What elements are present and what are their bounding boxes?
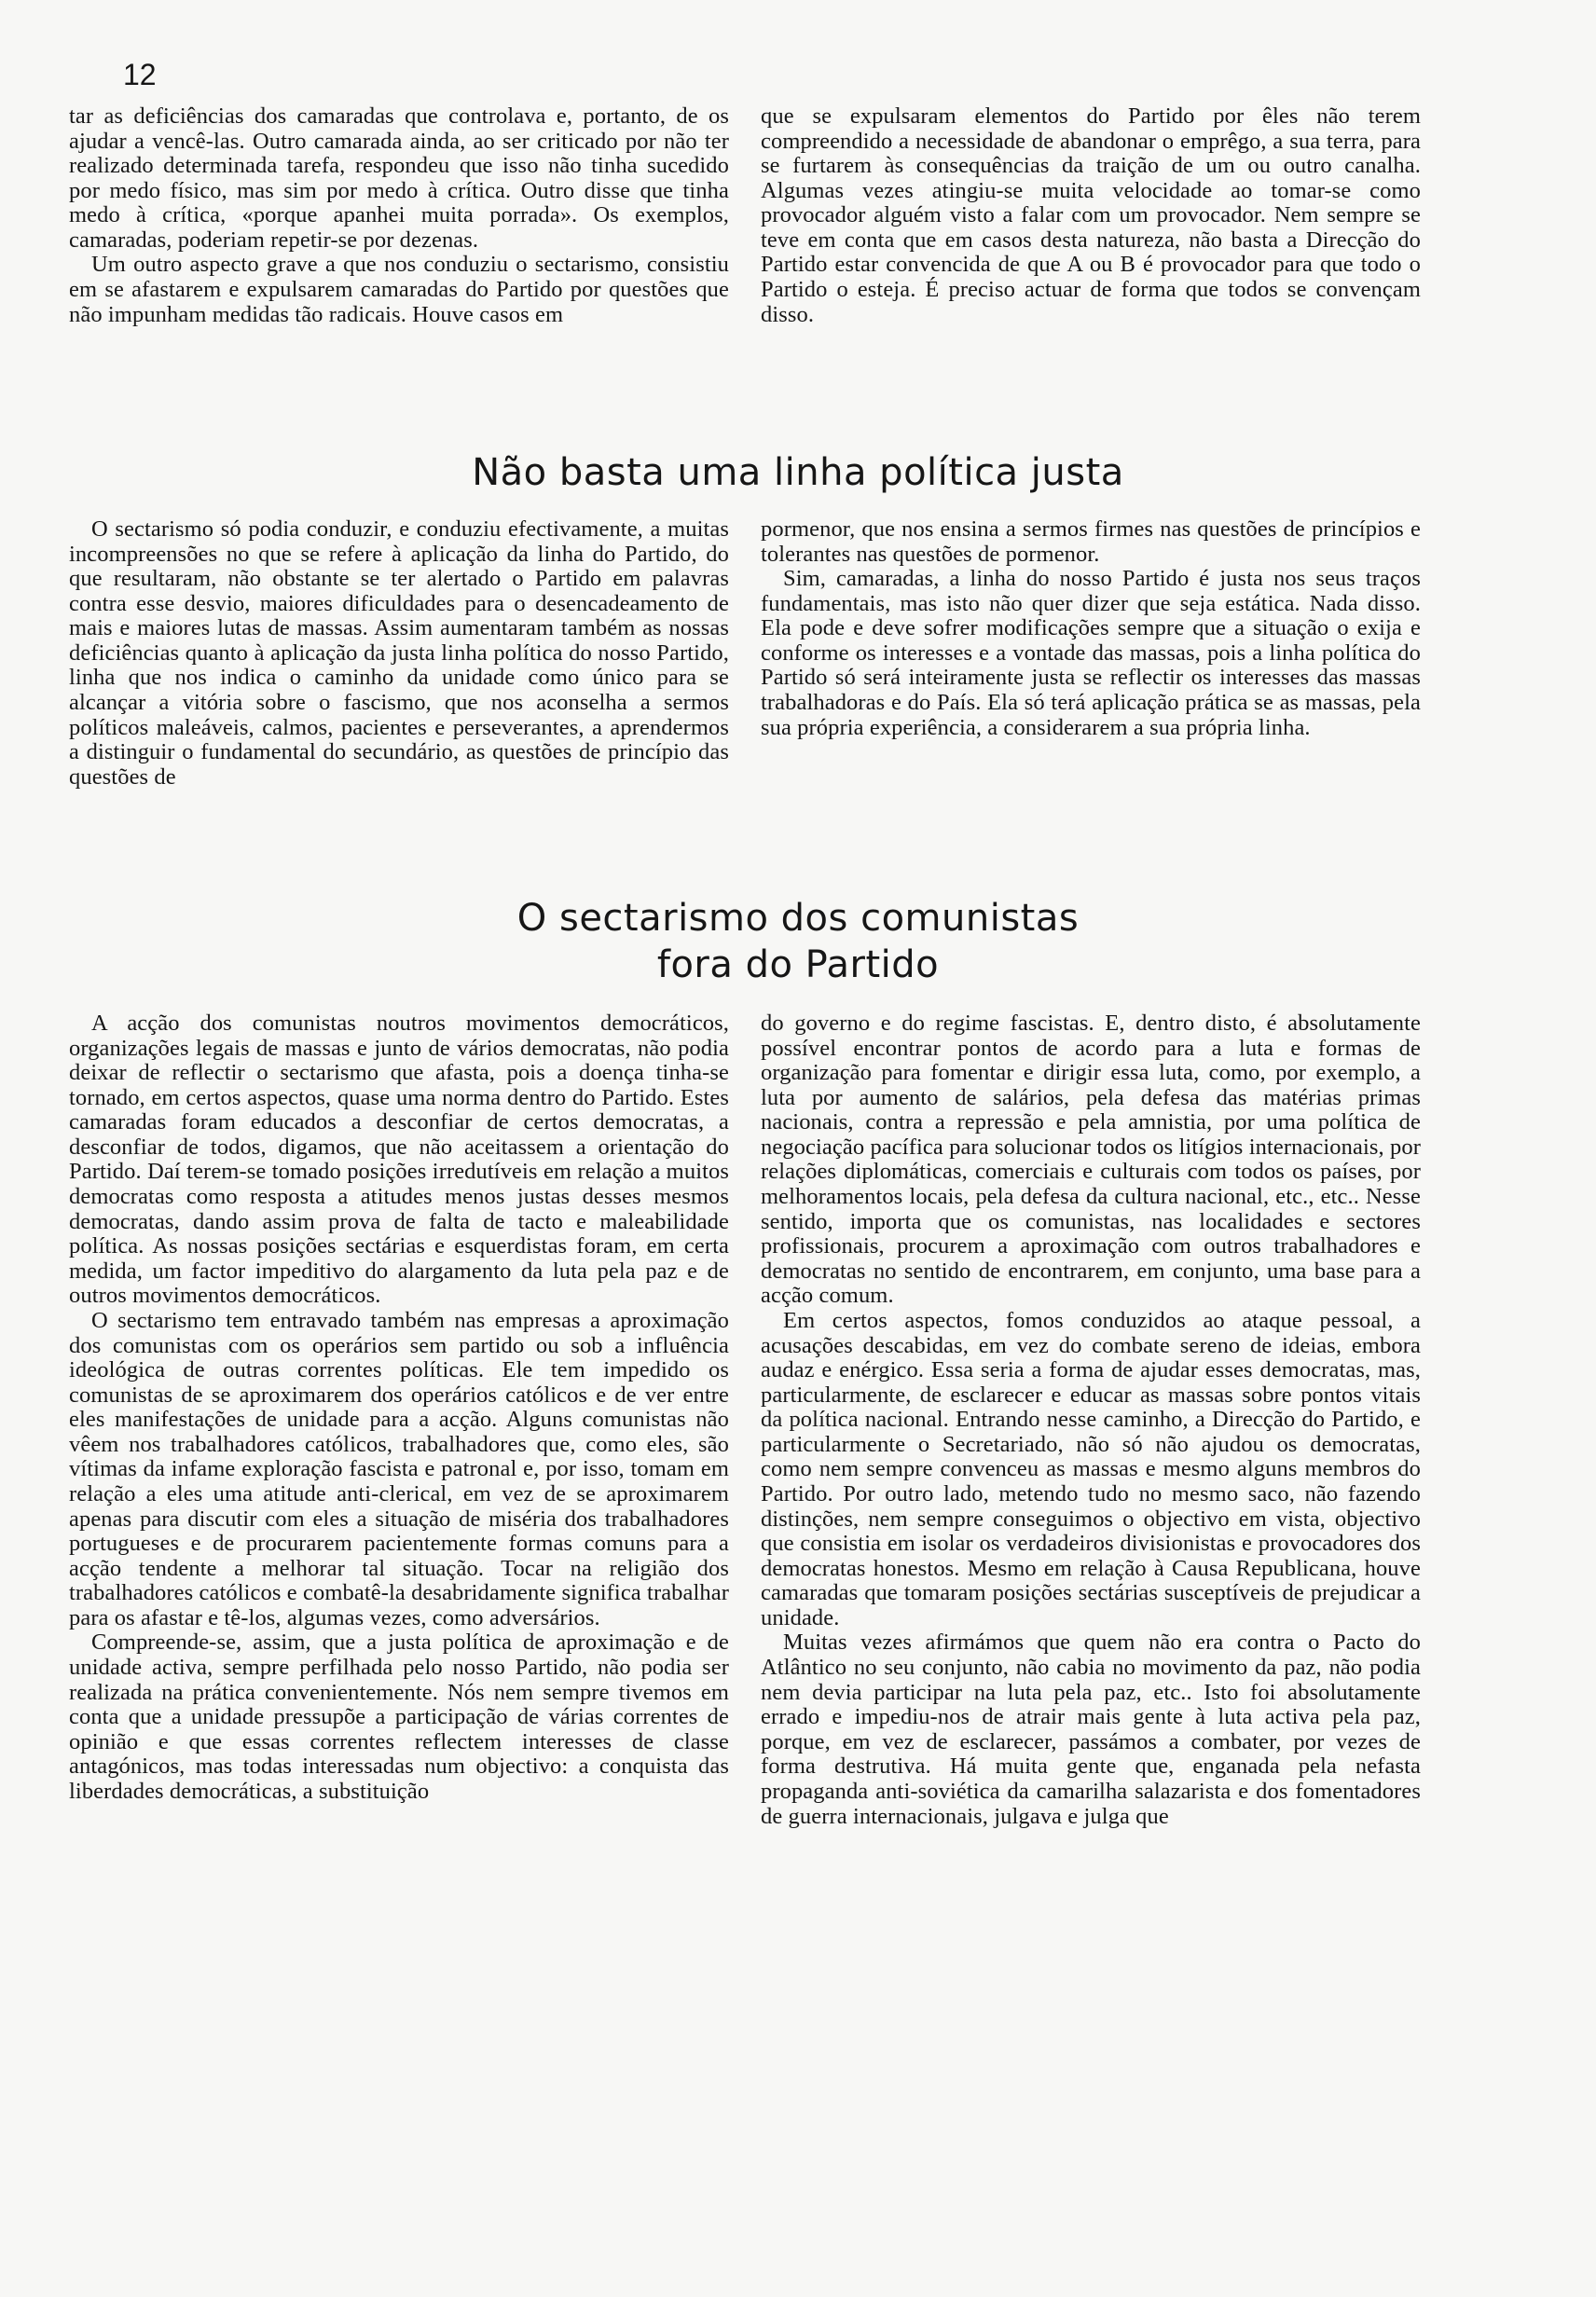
section-heading: [56, 895, 1540, 988]
paragraph: Compreende-se, assim, que a justa política de aproximação e de unidade activa, sempre perfilhada pelo nosso Partido, não podia ser realizada na prática convenientemente. Nós nem sempre tivemos em conta que a unidade pressupõe a participação de várias correntes de opinião e que essas correntes reflectem interesses de classe antagónicos, mas todas interessadas num objectivo: a conquista das liberdades democráticas, a substituição: [69, 1630, 729, 1804]
paragraph: O sectarismo tem entravado também nas empresas a aproximação dos comunistas com os operários sem partido ou sob a influência ideológica de outras correntes políticas. Ele tem impedido os comunistas de se aproximarem dos operários católicos e de ver entre eles manifestações de unidade para a acção. Alguns comunistas não vêem nos trabalhadores católicos, trabalhadores que, como eles, são vítimas da infame exploração fascista e patronal e, por isso, tomam em relação a eles uma atitude anti-clerical, em vez de se aproximarem apenas para discutir com eles a situação de miséria dos trabalhadores portugueses e de procurarem pacientemente formas comuns para a acção tendente a melhorar tal situação. Tocar na religião dos trabalhadores católicos e combatê-la desabridamente significa trabalhar para os afastar e tê-los, algumas vezes, como adversários.: [69, 1307, 729, 1630]
section2-body: [69, 1011, 1421, 1829]
section-title-line-2: fora do Partido: [656, 943, 940, 986]
paragraph: Em certos aspectos, fomos conduzidos ao ataque pessoal, a acusações descabidas, em vez do combate sereno de ideias, embora audaz e enérgico. Essa seria a forma de ajudar esses democratas, mas, particularmente, de esclarecer e educar as massas sobre pontos vitais da política nacional. Entrando nesse caminho, a Direcção do Partido, e particularmente o Secretariado, não só não ajudou os democratas, como nem sempre convenceu as massas e mesmo alguns membros do Partido. Por outro lado, metendo tudo no mesmo saco, não fazendo distinções, nem sempre conseguimos o objectivo em vista, objectivo que consistia em isolar os verdadeiros divisionistas e provocadores dos democratas honestos. Mesmo em relação à Causa Republicana, houve camaradas que tomaram posições sectárias susceptíveis de prejudicar a unidade.: [761, 1307, 1421, 1630]
intro-block: [69, 104, 1421, 327]
intro-left-column: [69, 104, 729, 327]
section1-body: [69, 517, 1421, 790]
section-title: Não basta uma linha política justa: [472, 451, 1124, 494]
paragraph: A acção dos comunistas noutros movimentos democráticos, organizações legais de massas e junto de vários democratas, não podia deixar de reflectir o sectarismo que afasta, pois a doença tinha-se tornado, em certos aspectos, quase uma norma dentro do Partido. Estes camaradas foram educados a desconfiar de certos democratas, a desconfiar de todos, digamos, que não aceitassem a orientação do Partido. Daí terem-se tomado posições irredutíveis em relação a muitos democratas como resposta a atitudes menos justas desses mesmos democratas, dando assim prova de falta de tacto e maleabilidade política. As nossas posições sectárias e esquerdistas foram, em certa medida, um factor impeditivo do alargamento da luta pela paz e de outros movimentos democráticos.: [69, 1011, 729, 1309]
section2-left-column: [69, 1011, 729, 1829]
paragraph: tar as deficiências dos camaradas que controlava e, portanto, de os ajudar a vencê-las. Outro camarada ainda, ao ser criticado por não ter realizado determinada tarefa, respondeu que isso não tinha sucedido por medo físico, mas sim por medo à crítica. Outro disse que tinha medo à crítica, «porque apanhei muita porrada». Os exemplos, camaradas, poderiam repetir-se por dezenas.: [69, 103, 729, 253]
paragraph: pormenor, que nos ensina a sermos firmes nas questões de princípios e tolerantes nas questões de pormenor.: [761, 516, 1421, 567]
paragraph: que se expulsaram elementos do Partido por êles não terem compreendido a necessidade de abandonar o emprêgo, a sua terra, para se furtarem às consequências da traição de um ou outro canalha. Algumas vezes atingiu-se muita velocidade ao tomar-se como provocador alguém visto a falar com um provocador. Nem sempre se teve em conta que em casos desta natureza, não basta a Direcção do Partido estar convencida de que A ou B é provocador para que todo o Partido o esteja. É preciso actuar de forma que todos se convençam disso.: [761, 103, 1421, 327]
section1-right-column: [761, 517, 1421, 790]
intro-right-column: [761, 104, 1421, 327]
paragraph: do governo e do regime fascistas. E, dentro disto, é absolutamente possível encontrar pontos de acordo para a luta e formas de organização para fomentar e dirigir essa luta, como, por exemplo, a luta por aumento de salários, pela defesa das matérias primas nacionais, contra a repressão e pela amnistia, por uma política de negociação pacífica para solucionar todos os litígios internacionais, por relações diplomáticas, comerciais e culturais com todos os países, por melhoramentos locais, pela defesa da cultura nacional, etc., etc.. Nesse sentido, importa que os comunistas, nas localidades e sectores profissionais, procurem a aproximação com outros trabalhadores e democratas no sentido de encontrarem, em conjunto, uma base para a acção comum.: [761, 1011, 1421, 1309]
section1-left-column: [69, 517, 729, 790]
paragraph: Muitas vezes afirmámos que quem não era contra o Pacto do Atlântico no seu conjunto, não cabia no movimento da paz, não podia nem devia participar na luta pela paz, etc.. Isto foi absolutamente errado e impediu-nos de atrair mais gente à luta activa pela paz, porque, em vez de esclarecer, passámos a combater, por vezes de forma destrutiva. Há muita gente que, enganada pela nefasta propaganda anti-soviética da camarilha salazarista e dos fomentadores de guerra internacionais, julgava e julga que: [761, 1630, 1421, 1829]
paragraph: O sectarismo só podia conduzir, e conduziu efectivamente, a muitas incompreensões no que se refere à aplicação da linha do Partido, do que resultaram, não obstante se ter alertado o Partido em palavras contra esse desvio, maiores dificuldades para o desencadeamento de mais e maiores lutas de massas. Assim aumentaram também as nossas deficiências quanto à aplicação da justa linha política do nosso Partido, linha que nos indica o caminho da unidade como único para se alcançar a vitória sobre o fascismo, que nos aconselha a sermos políticos maleáveis, calmos, pacientes e perseverantes, a aprendermos a distinguir o fundamental do secundário, as questões de princípio das questões de: [69, 516, 729, 790]
paragraph: Um outro aspecto grave a que nos conduziu o sectarismo, consistiu em se afastarem e expulsarem camaradas do Partido por questões que não impunham medidas tão radicais. Houve casos em: [69, 252, 729, 327]
page-number: 12: [123, 58, 157, 91]
section2-right-column: [761, 1011, 1421, 1829]
paragraph: Sim, camaradas, a linha do nosso Partido é justa nos seus traços fundamentais, mas isto não quer dizer que seja estática. Nada disso. Ela pode e deve sofrer modificações sempre que a situação o exija e conforme os interesses e a vontade das massas, pois a linha política do Partido só será inteiramente justa se reflectir os interesses das massas trabalhadoras e do País. Ela só terá aplicação prática se as massas, pela sua própria experiência, a considerarem a sua própria linha.: [761, 566, 1421, 740]
section-title-line-1: O sectarismo dos comunistas: [516, 897, 1080, 940]
section-heading: [56, 449, 1540, 496]
